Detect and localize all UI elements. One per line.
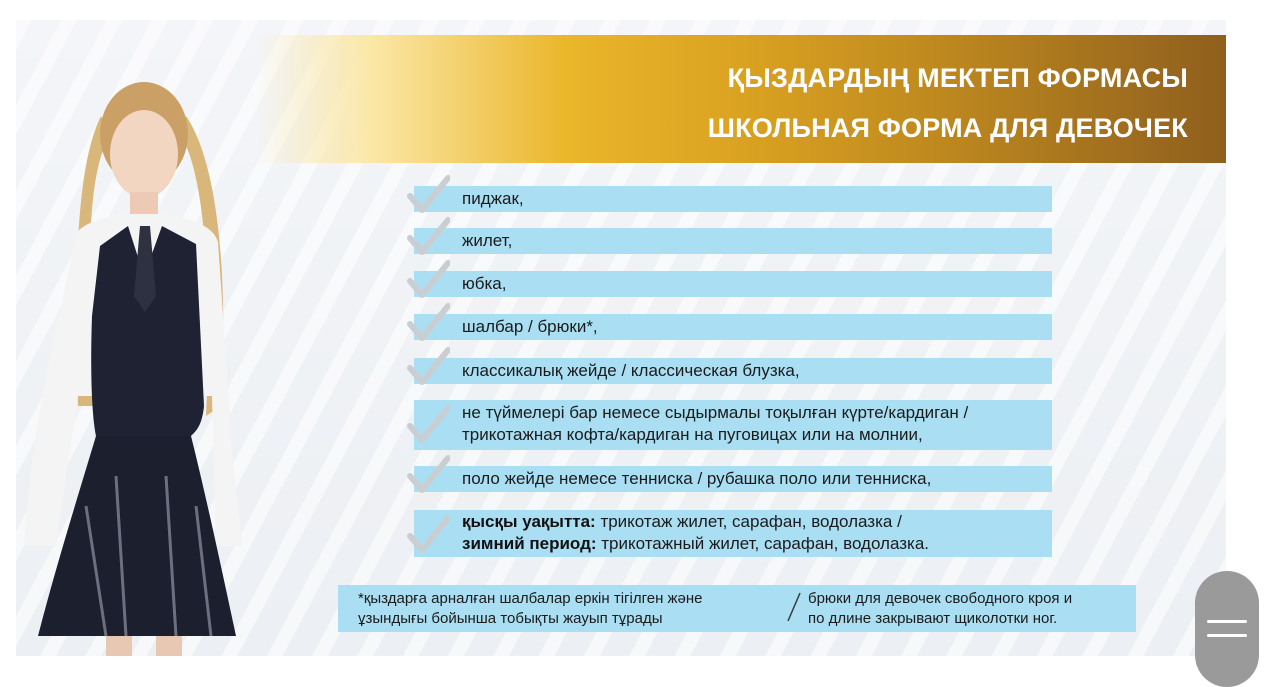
checkmark-icon [406, 216, 450, 256]
list-item [414, 466, 1052, 492]
title-kazakh: ҚЫЗДАРДЫҢ МЕКТЕП ФОРМАСЫ [727, 63, 1188, 93]
list-item [414, 271, 1052, 297]
footnote-line: брюки для девочек свободного кроя и [808, 590, 1073, 607]
slide [16, 20, 1226, 656]
footnote-line: ұзындығы бойынша тобықты жауып тұрады [358, 610, 663, 627]
item-text-line [462, 511, 1044, 533]
item-text: шалбар / брюки*, [462, 317, 598, 336]
item-text: юбка, [462, 274, 507, 293]
slash-divider [784, 591, 804, 623]
item-text: жилет, [462, 231, 513, 250]
season-text: трикотаж жилет, сарафан, водолазка / [595, 512, 902, 531]
list-item [414, 228, 1052, 254]
menu-button[interactable] [1195, 571, 1259, 687]
item-text-line: не түймелері бар немесе сыдырмалы тоқылған күрте/кардиган / [462, 403, 969, 422]
footnote-box [338, 585, 1136, 632]
list-item [414, 358, 1052, 384]
item-text: классикалық жейде / классическая блузка, [462, 361, 800, 380]
title-russian: ШКОЛЬНАЯ ФОРМА ДЛЯ ДЕВОЧЕК [707, 113, 1188, 143]
title-banner [256, 35, 1226, 163]
item-text: поло жейде немесе тенниска / рубашка поло или тенниска, [462, 469, 932, 488]
season-label-kazakh: қысқы уақытта: [462, 512, 596, 531]
list-item [414, 186, 1052, 212]
list-item [414, 314, 1052, 340]
checkmark-icon [406, 259, 450, 299]
checkmark-icon [406, 302, 450, 342]
checkmark-icon [406, 454, 450, 494]
season-label-russian: зимний период: [462, 534, 597, 553]
footnote-russian [808, 589, 1128, 629]
season-text: трикотажный жилет, сарафан, водолазка. [596, 534, 930, 553]
list-item [414, 510, 1052, 557]
footnote-line: по длине закрывают щиколотки ног. [808, 610, 1058, 627]
checkmark-icon [406, 174, 450, 214]
checkmark-icon [406, 514, 450, 554]
checkmark-icon [406, 346, 450, 386]
footnote-line: *қыздарға арналған шалбалар еркін тігілген және [358, 590, 703, 607]
item-text-line [462, 533, 1044, 555]
item-text [462, 511, 1044, 555]
checkmark-icon [406, 404, 450, 444]
footnote-kazakh [358, 589, 778, 629]
item-text: пиджак, [462, 189, 524, 208]
list-item [414, 400, 1052, 450]
item-text [462, 402, 1044, 446]
item-text-line: трикотажная кофта/кардиган на пуговицах или на молнии, [462, 425, 923, 444]
girl-in-uniform-photo [16, 76, 256, 656]
